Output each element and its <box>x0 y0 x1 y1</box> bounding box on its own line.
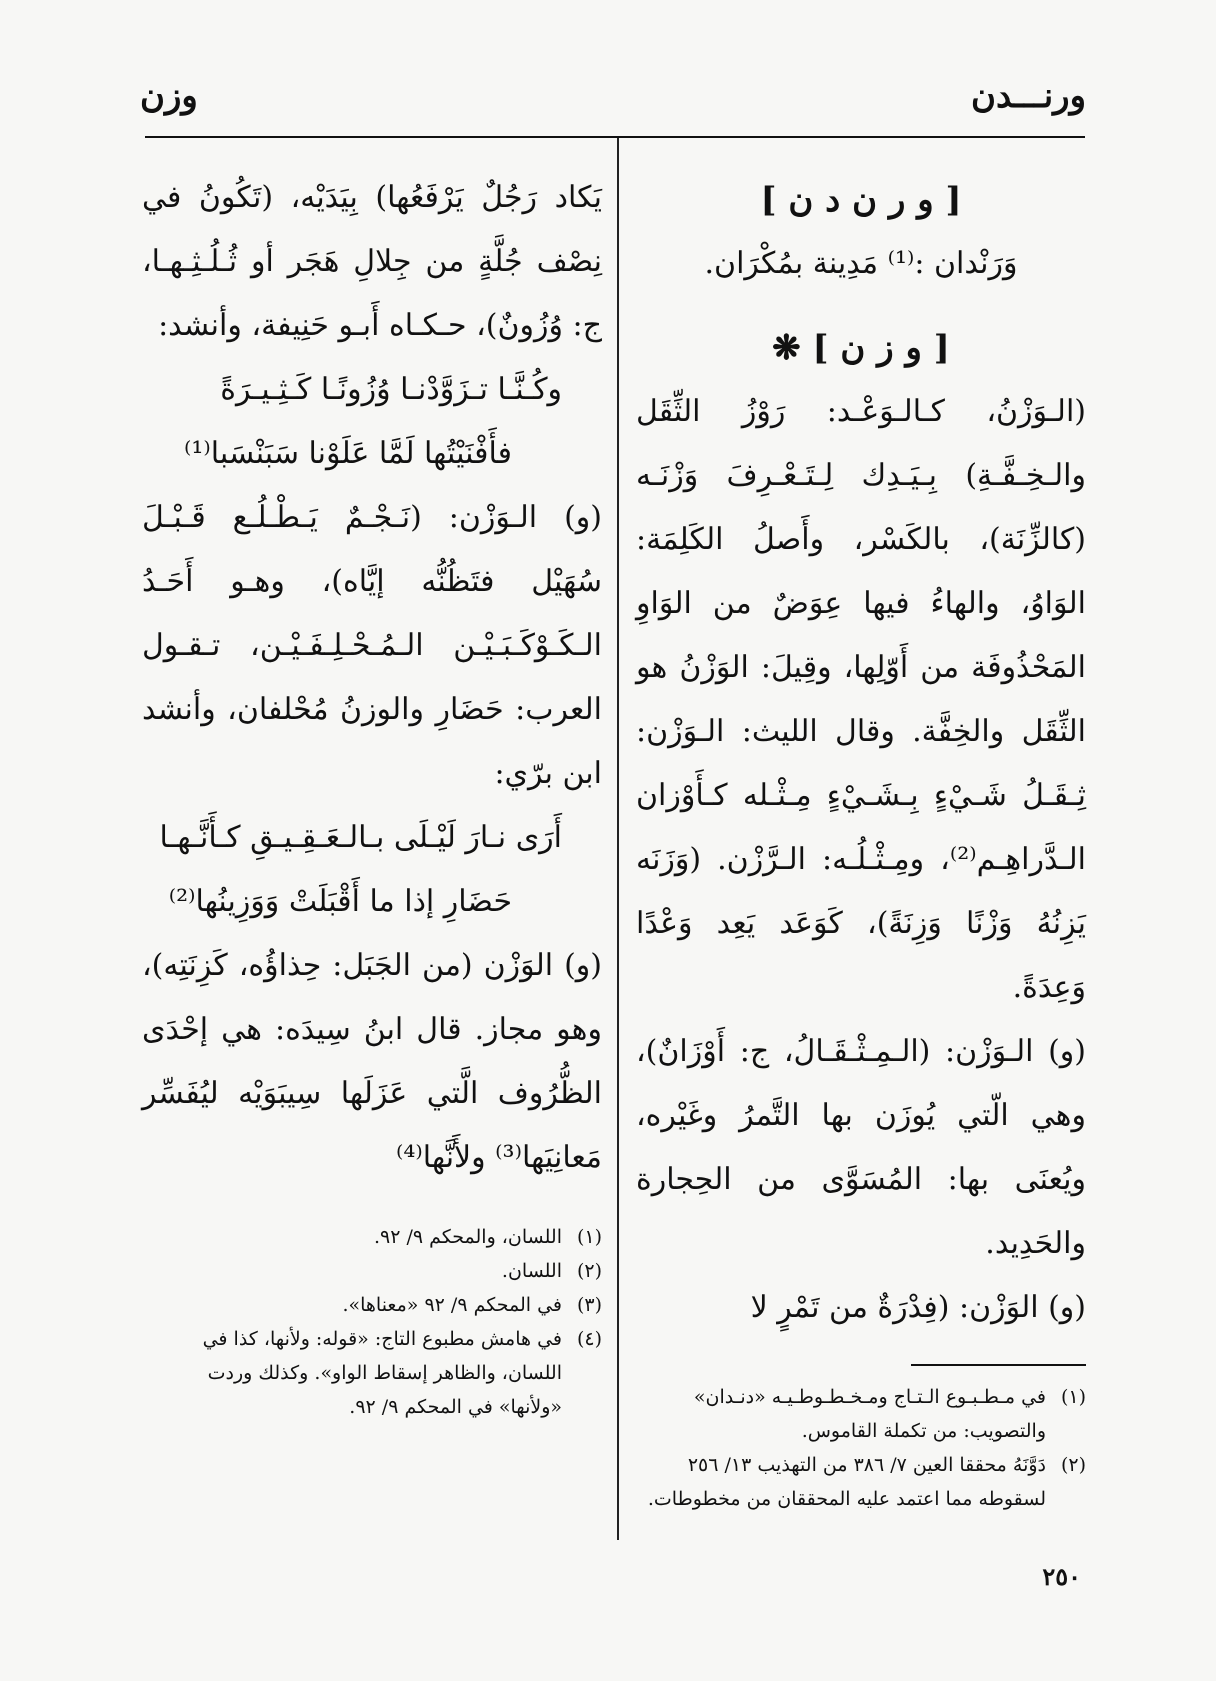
footnote: (٢)دَوَّنَهُ محققا العين ٧/ ٣٨٦ من التهذيب ١٣/ ٢٥٦ لسقوطه مما اعتمد عليه المحققان من مخطوطات. <box>647 1454 1086 1510</box>
wzn-star-paragraph: (و) الـوَزْن: (نَـجْـمٌ يَـطْـلُـع قَـبْـلَ سُهَيْل فتَظُنُّه إيَّاه)، وهـو أَحَـدُ الـكَـوْكَـبَـيْـن الـمُـحْـلِـفَـيْـن، تـقـول العرب: حَضَارِ والوزنُ مُحْلفان، وأنشد ابن برّي: <box>142 500 602 791</box>
footnote: (١)اللسان، والمحكم ٩/ ٩٢. <box>373 1226 602 1248</box>
page-number: ٢٥٠ <box>1042 1562 1081 1591</box>
wzn-continued-paragraph: يَكاد رَجُلٌ يَرْفَعُها) بِيَدَيْه، (تَكُونُ في نِصْف جُلَّةٍ من جِلالِ هَجَر أو ثُـلُـثِـهـا، ج: وُزُونٌ)، حـكـاه أَبـو حَنِيفة، وأنشد: <box>142 180 602 343</box>
running-header-left: وزن <box>140 76 198 116</box>
right-column <box>636 150 1086 1541</box>
footnote: (٤)في هامش مطبوع التاج: «قوله: ولأنها، كذا في اللسان، والظاهر إسقاط الواو». وكذلك وردت «ولأنها» في المحكم ٩/ ٩٢. <box>202 1328 602 1418</box>
footnote: (٣)في المحكم ٩/ ٩٢ «معناها». <box>342 1294 602 1316</box>
footnote: (١)في مـطـبـوع الـتـاج ومـخـطـوطـيـه «دنـدان» والتصويب: من تكملة القاموس. <box>693 1386 1086 1442</box>
verse-1-line-2: فأَفْنَيْتُها لَمَّا عَلَوْنا سَبَنْسَبا⁽¹⁾ <box>184 436 512 471</box>
wzn-paragraph-2: (و) الـوَزْن: (الـمِـثْـقَـالُ، ج: أَوْزَانٌ)، وهي الّتي يُوزَن بها التَّمرُ وغَيْره، ويُعنَى بها: المُسَوَّى من الحِجارة والحَدِيد. <box>636 1034 1086 1261</box>
wzn-mountain-paragraph: (و) الوَزْن (من الجَبَل: حِذاؤُه، كَزِنَتِه)، وهو مجاز. قال ابنُ سِيدَه: هي إحْدَى الظُّرُوف الَّتي عَزَلَها سِيبَوَيْه ليُفَسِّر مَعانِيَها⁽³⁾ ولأَنَّها⁽⁴⁾ <box>142 948 602 1175</box>
column-divider <box>617 138 619 1540</box>
entry-heading-wzn: [ و ز ن ] ❋ <box>772 328 950 368</box>
header-rule <box>145 136 1085 138</box>
wzn-paragraph-3: (و) الوَزْن: (فِدْرَةٌ من تَمْرٍ لا <box>750 1290 1086 1325</box>
left-column <box>142 150 602 1541</box>
running-header-right: ورنـــدن <box>971 76 1086 116</box>
footnote-rule <box>911 1364 1086 1366</box>
footnote: (٢)اللسان. <box>501 1260 602 1282</box>
entry-wrndn-text: وَرَنْدان :⁽¹⁾ مَدِينة بمُكْرَان. <box>704 246 1018 281</box>
wzn-paragraph-1: (الـوَزْنُ، كـالـوَعْـد: رَوْزُ الثِّقَل والـخِـفَّـةِ) بِـيَـدِك لِـتَـعْـرِفَ وَزْنَـه (كالزِّنَة)، بالكَسْر، وأَصلُ الكَلِمَة: الوَاوُ، والهاءُ فيها عِوَضٌ من الوَاوِ المَحْذُوفَة من أَوّلِها، وقِيلَ: الوَزْنُ هو الثِّقَل والخِفَّة. وقال الليث: الـوَزْن: ثِـقَـلُ شَـيْءٍ بِـشَـيْءٍ مِـثْـله كـأَوْزان الـدَّراهِـم⁽²⁾، ومِـثْـلُـه: الـرَّزْن. (وَزَنَه يَزِنُهُ وَزْنًا وَزِنَةً)، كَوَعَد يَعِد وَعْدًا وَعِدَةً. <box>636 394 1086 1005</box>
verse-1-line-1: وكُـنَّـا تـزَوَّدْنـا وُزُونًـا كَـثِـيـرَةً <box>220 372 562 407</box>
left-footnotes <box>142 1220 602 1424</box>
right-footnotes <box>636 1380 1086 1516</box>
verse-2-line-1: أَرَى نـارَ لَيْـلَى بـالـعَـقِـيـقِ كـأَنَّـهـا <box>159 820 562 855</box>
entry-heading-wrndn: [ و ر ن د ن ] <box>760 180 962 220</box>
verse-2-line-2: حَضَارِ إذا ما أَقْبَلَتْ وَوَزِينُها⁽²⁾ <box>168 884 512 919</box>
